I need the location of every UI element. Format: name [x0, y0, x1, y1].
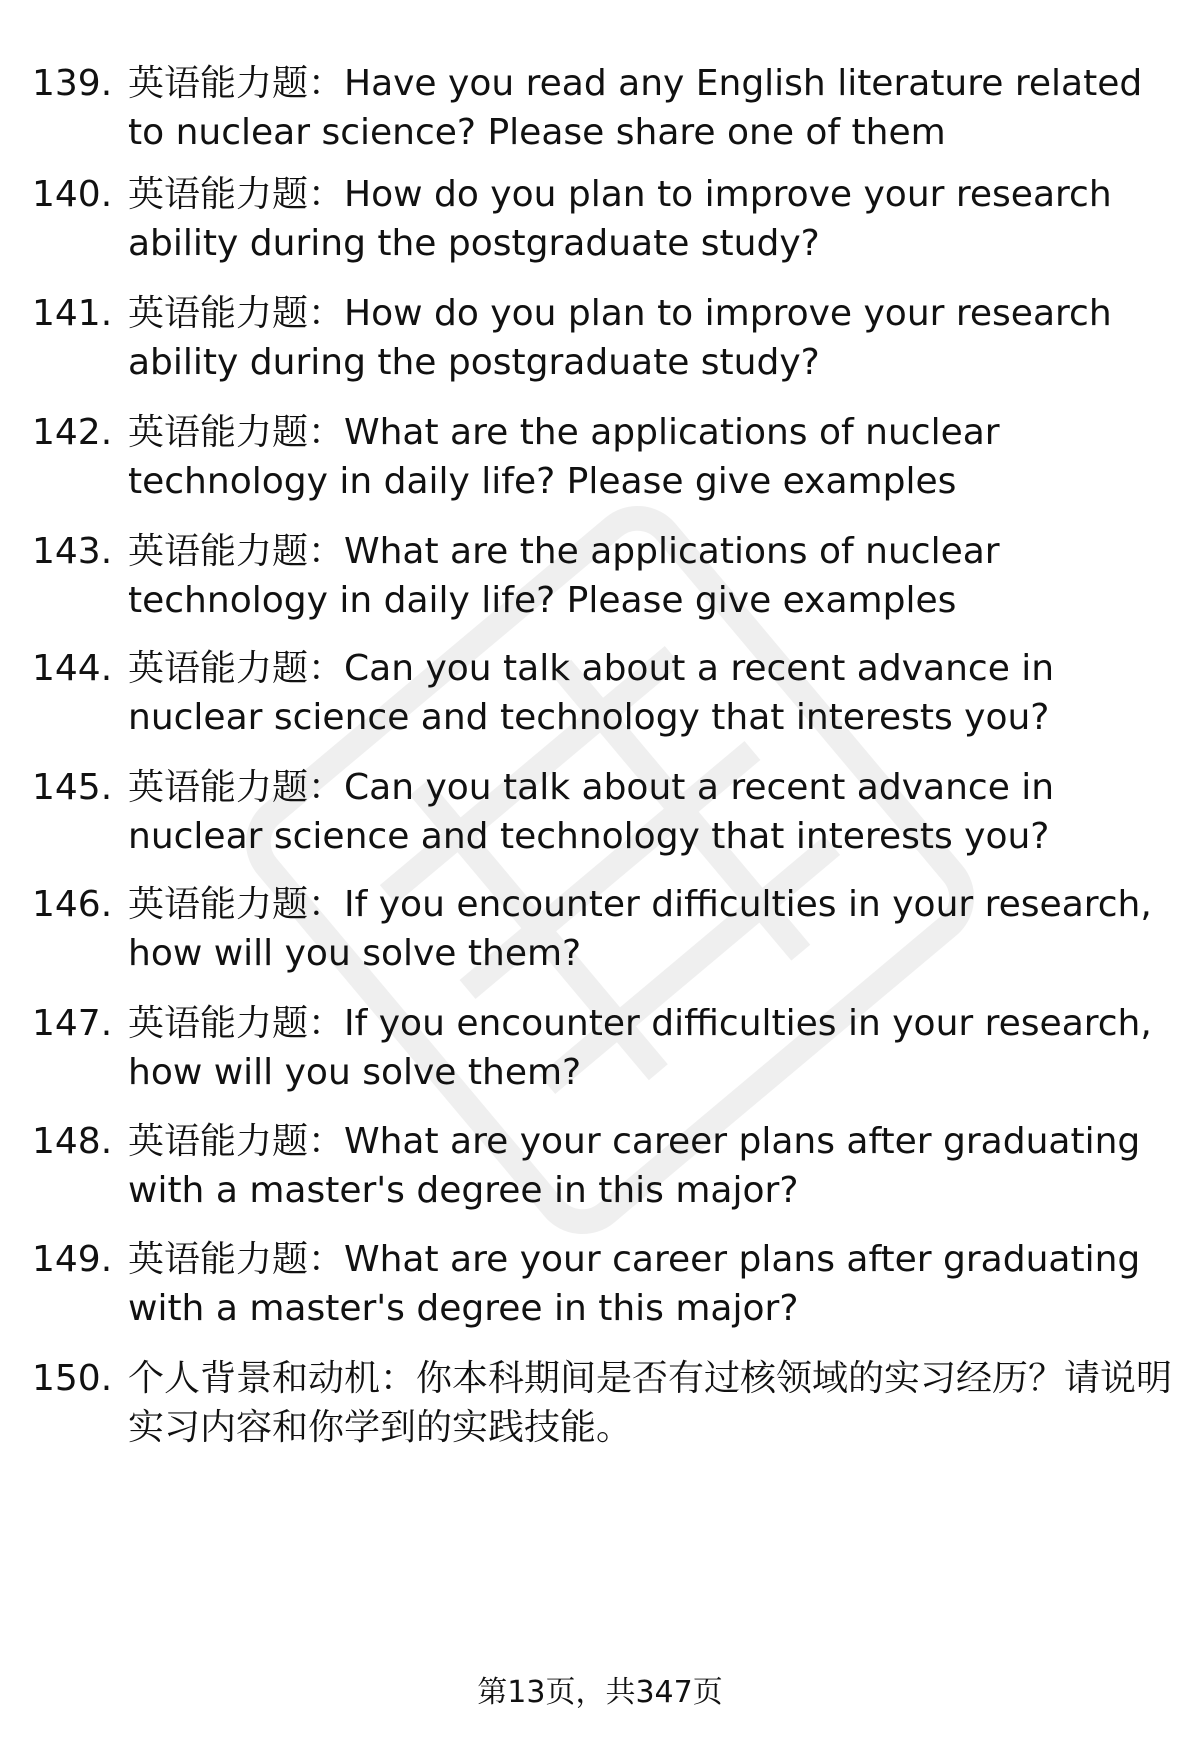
question-number: 143. — [32, 531, 113, 572]
question-text: 英语能力题：If you encounter difficulties in your research, how will you solve them? — [128, 884, 1152, 974]
question-text: 个人背景和动机：你本科期间是否有过核领域的实习经历？请说明实习内容和你学到的实践技能。 — [128, 1358, 1173, 1448]
question-text: 英语能力题：What are the applications of nuclear technology in daily life? Please give examples — [128, 531, 1000, 621]
question-number: 147. — [32, 1003, 113, 1044]
question-item — [32, 1354, 1172, 1452]
question-item — [32, 999, 1172, 1097]
question-item — [32, 527, 1172, 625]
question-item — [32, 763, 1172, 861]
question-item — [32, 408, 1172, 506]
question-number: 144. — [32, 648, 113, 689]
question-number: 149. — [32, 1239, 113, 1280]
question-number: 146. — [32, 884, 113, 925]
question-item — [32, 59, 1172, 157]
question-text: 英语能力题：Have you read any English literature related to nuclear science? Please share one of them — [128, 63, 1143, 153]
question-text: 英语能力题：If you encounter difficulties in your research, how will you solve them? — [128, 1003, 1152, 1093]
question-item — [32, 170, 1172, 268]
question-text: 英语能力题：Can you talk about a recent advance in nuclear science and technology that interests you? — [128, 648, 1055, 738]
question-item — [32, 1117, 1172, 1215]
page-indicator: 第13页，共347页 — [477, 1675, 723, 1710]
question-number: 142. — [32, 412, 113, 453]
question-text: 英语能力题：How do you plan to improve your research ability during the postgraduate study? — [128, 293, 1112, 383]
question-text: 英语能力题：What are the applications of nuclear technology in daily life? Please give examples — [128, 412, 1000, 502]
question-number: 148. — [32, 1121, 113, 1162]
question-item — [32, 289, 1172, 387]
question-number: 139. — [32, 63, 113, 104]
question-text: 英语能力题：How do you plan to improve your research ability during the postgraduate study? — [128, 174, 1112, 264]
question-text: 英语能力题：What are your career plans after graduating with a master's degree in this major? — [128, 1121, 1141, 1211]
question-item — [32, 1235, 1172, 1333]
question-number: 141. — [32, 293, 113, 334]
question-item — [32, 880, 1172, 978]
question-text: 英语能力题：What are your career plans after graduating with a master's degree in this major? — [128, 1239, 1141, 1329]
question-number: 140. — [32, 174, 113, 215]
question-number: 150. — [32, 1358, 113, 1399]
question-number: 145. — [32, 767, 113, 808]
question-item — [32, 644, 1172, 742]
question-text: 英语能力题：Can you talk about a recent advance in nuclear science and technology that interests you? — [128, 767, 1055, 857]
